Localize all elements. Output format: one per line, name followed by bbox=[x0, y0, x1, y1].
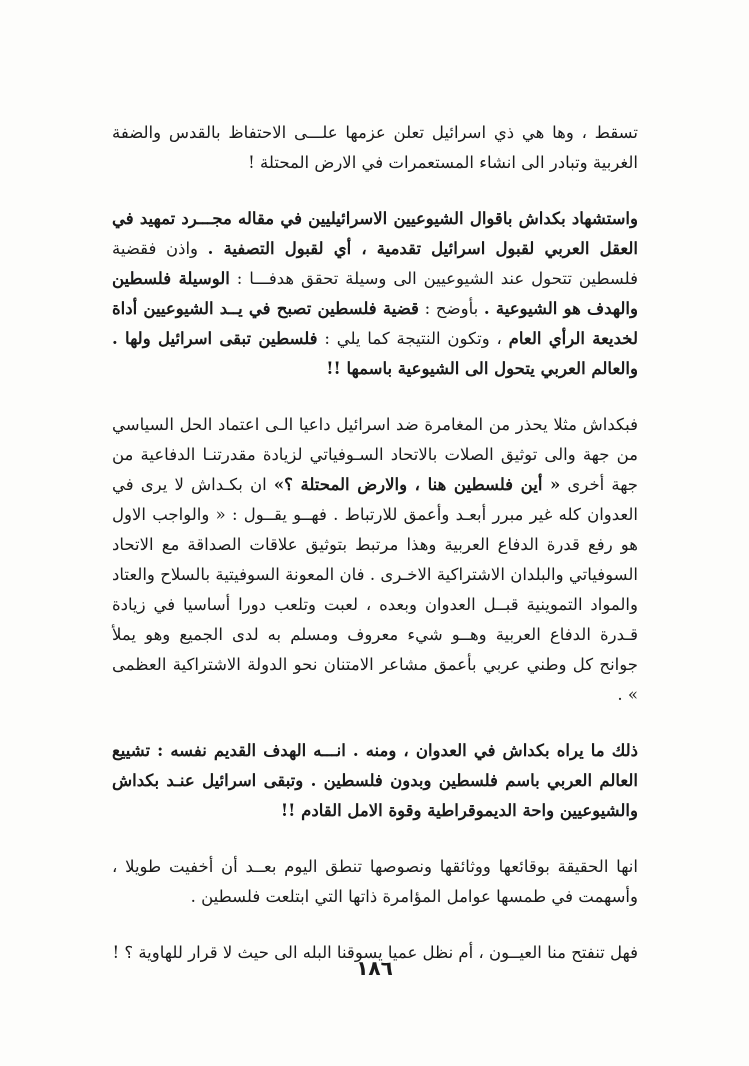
text-segment: واذن فقضية فلسطين تتحول عند الشيوعيين الى وسيلة تحقق هدفـــا : bbox=[112, 239, 638, 288]
paragraph-5 bbox=[112, 852, 638, 912]
text-segment-bold: واستشهاد بكداش باقوال الشيوعيين الاسرائيليين في مقاله مجـــرد تمهيد في العقل العربي لقبول اسرائيل تقدمية ، أي لقبول التصفية . bbox=[112, 209, 638, 258]
body-text bbox=[112, 118, 638, 994]
text-segment: تسقط ، وها هي ذي اسرائيل تعلن عزمها علـــى الاحتفاظ بالقدس والضفة الغربية وتبادر الى انشاء المستعمرات في الارض المحتلة ! bbox=[112, 123, 638, 172]
text-segment-bold: « أين فلسطين هنا ، والارض المحتلة ؟» bbox=[273, 475, 561, 494]
text-segment-bold: قضية فلسطين تصبح في يــد الشيوعيين أداة لخديعة الرأي العام bbox=[112, 299, 638, 348]
text-segment: فبكداش مثلا يحذر من المغامرة ضد اسرائيل داعيا الـى اعتماد الحل السياسي من جهة والى توثيق الصلات بالاتحاد السـوفياتي لزيادة مقدرتنـا الدفاعية من جهة أخرى bbox=[112, 415, 638, 494]
paragraph-1 bbox=[112, 118, 638, 178]
paragraph-2 bbox=[112, 204, 638, 384]
text-segment-bold: ذلك ما يراه بكداش في العدوان ، ومنه . انـــه الهدف القديم نفسه : تشييع العالم العربي باسم فلسطين وبدون فلسطين . وتبقى اسرائيل عنـد بكداش والشيوعيين واحة الديموقراطية وقوة الامل القادم !! bbox=[112, 741, 638, 820]
page-number: ١٨٦ bbox=[356, 956, 393, 980]
text-segment: ان بكـداش لا يرى في العدوان كله غير مبرر أبعـد وأعمق للارتباط . فهــو يقــول : « والواجب الاول هو رفع قدرة الدفاع العربية وهذا مرتبط بتوثيق علاقات الصداقة مع الاتحاد السوفياتي والبلدان الاشتراكية الاخـرى . فان المعونة السوفيتية بالسلاح والعتاد والمواد التموينية قبــل العدوان وبعده ، لعبت وتلعب دورا أساسيا في زيادة قـدرة الدفاع العربية وهــو شيء معروف ومسلم به لدى الجميع وهو يملأ جوانح كل وطني عربي بأعمق مشاعر الامتنان نحو الدولة الاشتراكية العظمى » . bbox=[112, 475, 638, 704]
text-segment: ، وتكون النتيجة كما يلي : bbox=[317, 329, 509, 348]
text-segment: بأوضح : bbox=[418, 299, 484, 318]
text-segment-bold: الوسيلة فلسطين والهدف هو الشيوعية . bbox=[112, 269, 638, 318]
text-segment: فهل تنفتح منا العيــون ، أم نظل عميا يسوقنا البله الى حيث لا قرار للهاوية ؟ ! bbox=[112, 943, 638, 962]
paragraph-4 bbox=[112, 736, 638, 826]
paragraph-3 bbox=[112, 410, 638, 710]
text-segment: انها الحقيقة بوقائعها ووثائقها ونصوصها تنطق اليوم بعــد أن أخفيت طويلا ، وأسهمت في طمسها عوامل المؤامرة ذاتها التي ابتلعت فلسطين . bbox=[112, 857, 638, 906]
text-segment-bold: فلسطين تبقى اسرائيل ولها . والعالم العربي يتحول الى الشيوعية باسمها !! bbox=[112, 329, 638, 378]
